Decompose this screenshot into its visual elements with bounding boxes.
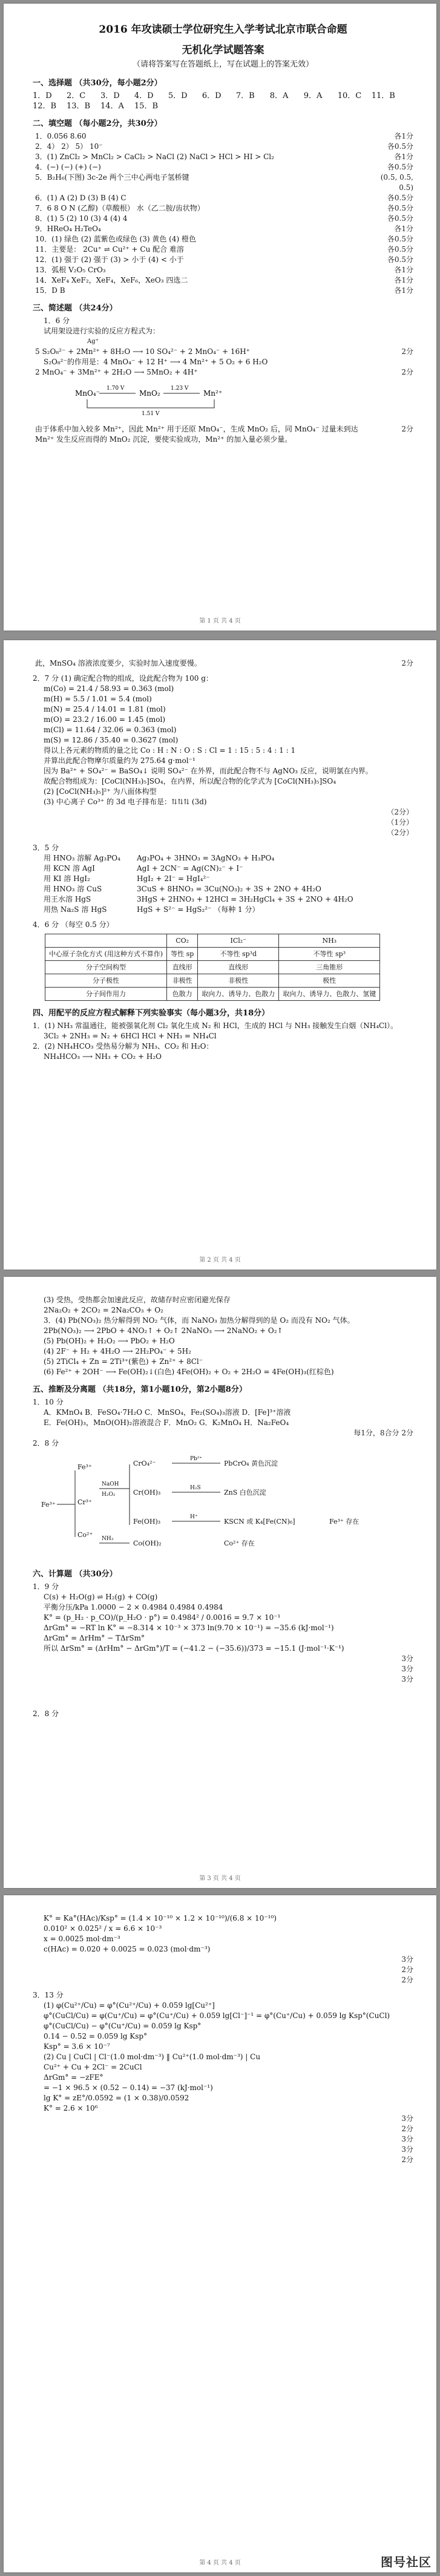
s4-line: 2Pb(NO₃)₂ ⟶ 2PbO + 4NO₂↑ + O₂↑ 2NaNO₃ ⟶ 2NaNO₂ + O₂↑	[44, 1326, 283, 1335]
table-header-cell: CO₂	[167, 934, 198, 948]
s6-3-head: 3．13 分	[33, 1991, 64, 1999]
flow-node-fe: Fe³⁺	[77, 1463, 92, 1471]
latimer-mno4: MnO₄⁻	[75, 389, 100, 398]
q3-row	[44, 894, 413, 905]
q2-head: 2．7 分 (1) 确定配合物的组成，设此配合物为 100 g：	[33, 674, 213, 683]
fill-score: 各1分	[394, 286, 413, 295]
s6-line: 平衡分压/kPa 1.0000 − 2 × 0.4984 0.4984 0.4984	[44, 1603, 223, 1611]
fill-answer: 1．0.056 8.60	[35, 132, 87, 140]
section-3-heading: 三、简述题 （共24分）	[33, 304, 117, 313]
s4-line: 2Na₂O₂ + 2CO₂ = 2Na₂CO₃ + O₂	[44, 1306, 163, 1314]
q1-eq2: 2 MnO₄⁻ + 3Mn²⁺ + 2H₂O ⟶ 5MnO₂ + 4H⁺	[35, 368, 198, 376]
table-cell: 直线形	[198, 961, 279, 974]
exam-title: 2016 年攻读硕士学位研究生入学考试北京市联合命题	[99, 24, 347, 36]
fill-score: 各0.5分	[387, 194, 413, 202]
s6-3-score-row	[44, 2124, 413, 2134]
s6-3-line: lg K° = zE°/0.0592 = (1 × 0.38)/0.0592	[44, 2094, 189, 2102]
fill-answer: 12．(1) 强于 (2) 强于 (3) > 小于 (4) < 小于	[35, 255, 184, 264]
s6-score-row	[44, 1674, 413, 1685]
s6-2-score: 2分	[401, 1976, 413, 1984]
q3-method: 用热 Na₂S 溶 HgS	[44, 905, 107, 914]
table-cell: 分子空间构型	[45, 961, 167, 974]
fill-answer: 5．B₂H₆(下图) 3c-2e 两个三中心两电子氢桥键	[35, 173, 189, 182]
s6-3-score: 2分	[401, 2125, 413, 2133]
fill-answer: 10．(1) 绿色 (2) 蓝紫色或绿色 (3) 黄色 (4) 橙色	[35, 235, 196, 243]
s6-score-spacer	[44, 1674, 365, 1685]
s6-2-score: 2分	[401, 1965, 413, 1974]
flow-node-feoh3: Fe(OH)₃	[133, 1518, 161, 1526]
s4-item-1-eq: 3Cl₂ + 2NH₃ = N₂ + 6HCl HCl + NH₃ = NH₄Cl	[44, 1032, 217, 1040]
exam-note: （请将答案写在答题纸上，写在试题上的答案无效）	[132, 60, 314, 69]
flow-node-co-present: Co²⁺ 存在	[224, 1539, 255, 1547]
q3-equation: Ag₃PO₄ + 3HNO₃ = 3AgNO₃ + H₃PO₄	[137, 854, 275, 862]
s6-3-score-row	[44, 2145, 413, 2155]
q3-equation: 3HgS + 2HNO₃ + 12HCl = 3H₂HgCl₄ + 3S + 2NO + 4H₂O	[137, 895, 353, 903]
s6-2-head: 2．8 分	[33, 1709, 59, 1718]
fill-answer: 9．HReO₄ H₂TeO₄	[35, 224, 101, 233]
latimer-mn2: Mn²⁺	[203, 389, 223, 398]
s6-2-line: K° = Ka°(HAc)/Ksp° = (1.4 × 10⁻¹⁰ × 1.2 × 10⁻¹⁰)/(6.8 × 10⁻¹⁰)	[44, 1914, 277, 1922]
fill-score: (0.5, 0.5, 0.5)	[380, 173, 413, 192]
q2-score-3: （2分）	[387, 828, 413, 837]
choice-answer: 8．A	[269, 91, 289, 100]
q2-line: 因为 Ba²⁺ + SO₄²⁻ = BaSO₄↓ 说明 SO₄²⁻ 在外界，而此配合物不与 AgNO₃ 反应，说明氯在内界。	[44, 767, 373, 775]
s6-line: 所以 ΔrSm° = (ΔrHm° − ΔrGm°)/T = (−41.2 − (−35.6))/373 = −15.1 (J·mol⁻¹·K⁻¹)	[44, 1644, 344, 1653]
q4-head: 4．6 分 （每空 0.5 分）	[33, 920, 114, 929]
table-cell: 极性	[279, 974, 380, 988]
q2-line: 得以上各元素的物质的量之比 Co : H : N : O : S : Cl = 1 : 15 : 5 : 4 : 1 : 1	[44, 746, 296, 755]
s6-3-score-spacer	[44, 2134, 365, 2145]
q2-lines	[33, 684, 413, 807]
s6-3-score: 2分	[401, 2155, 413, 2164]
fill-answer-row	[33, 224, 413, 234]
page-2-content	[4, 640, 436, 1062]
s6-line: ΔrGm° = −RT ln K° = −8.314 × 10⁻³ × 373 ln(9.70 × 10⁻¹) = −35.6 (kJ·mol⁻¹)	[44, 1624, 334, 1632]
table-row	[45, 974, 380, 988]
q2-line: m(Co) = 21.4 / 58.93 = 0.363 (mol)	[44, 684, 174, 693]
q3-equation: 3CuS + 8HNO₃ = 3Cu(NO₃)₂ + 3S + 2NO + 4H₂O	[137, 885, 321, 893]
q1-text2: S₂O₈²⁻的作用是：4 MnO₄⁻ + 12 H⁺ ⟶ 4 Mn²⁺ + 5 O₂ + 6 H₂O	[44, 358, 268, 366]
s6-lines	[33, 1602, 413, 1685]
s6-3-score: 3分	[401, 2145, 413, 2154]
table-cell: 分子间作用力	[45, 988, 167, 1001]
fill-score: 各1分	[394, 152, 413, 161]
choice-answer: 7．B	[235, 91, 255, 100]
s6-2-score-spacer	[44, 1955, 365, 1965]
table-cell: 直线形	[167, 961, 198, 974]
q1-score: 2分	[401, 347, 413, 356]
fill-answer: 8．(1) 5 (2) 10 (3) 4 (4) 4	[35, 214, 128, 223]
table-cell: 不等性 sp³d	[198, 948, 279, 961]
s6-score-row	[44, 1654, 413, 1664]
s6-2-score-row	[44, 1965, 413, 1975]
s6-2-lines	[33, 1913, 413, 1985]
choice-answers	[33, 91, 413, 111]
choice-answer: 15．B	[134, 102, 159, 111]
fill-score: 各1分	[394, 132, 413, 140]
page-3-footer: 第 3 页 共 4 页	[199, 1875, 241, 1882]
fill-answer-row	[33, 255, 413, 265]
section-6-heading: 六、计算题 （共30分）	[33, 1570, 117, 1579]
s6-2-line: x = 0.0025 mol·dm⁻³	[44, 1935, 120, 1943]
choice-answer: 12．B	[33, 102, 57, 111]
page-1-content	[4, 4, 436, 445]
fill-answer-row	[33, 203, 413, 214]
fill-answer-row	[33, 152, 413, 162]
choice-answer: 6．D	[202, 91, 222, 100]
q3-equation: AgI + 2CN⁻ = Ag(CN)₂⁻ + I⁻	[137, 864, 243, 873]
page-4	[4, 1895, 436, 2572]
choice-answer: 1．D	[33, 91, 52, 100]
q1-cont-score: 2分	[401, 659, 413, 667]
q3-lines	[33, 853, 413, 915]
table-row	[45, 961, 380, 974]
fill-score: 各1分	[394, 276, 413, 284]
s4-continued	[33, 1295, 413, 1377]
s6-score: 3分	[401, 1675, 413, 1683]
s6-3-score-row	[44, 2134, 413, 2145]
q3-head: 3．5 分	[33, 844, 59, 852]
s4-item-1: 1．(1) NH₃ 常温通往，能被强氧化剂 Cl₂ 氧化生成 N₂ 和 HCl，生成的 HCl 与 NH₃ 接触发生白烟（NH₄Cl）。	[33, 1021, 398, 1030]
choice-answer: 9．A	[303, 91, 323, 100]
page-2	[4, 640, 436, 1270]
table-row	[45, 988, 380, 1001]
q3-method: 用 KCN 溶 AgI	[44, 864, 95, 873]
q3-equation: HgS + S²⁻ = HgS₂²⁻ （每种 1 分）	[137, 905, 260, 914]
s6-score-spacer	[44, 1664, 365, 1674]
hybridization-table	[45, 934, 380, 1001]
fill-score: 各1分	[394, 266, 413, 274]
s6-3-score-spacer	[44, 2124, 365, 2134]
flow-node-croh3: Cr(OH)₃	[133, 1489, 161, 1496]
choice-answer: 3．D	[100, 91, 120, 100]
s6-3-line: ΔrGm° = −zFE°	[44, 2073, 103, 2082]
q2-line: m(Cl) = 11.64 / 32.06 = 0.363 (mol)	[44, 726, 177, 734]
s4-item-2: 2．(2) NH₄HCO₃ 受热易分解为 NH₃、CO₂ 和 H₂O：	[33, 1042, 214, 1050]
fill-score: 各0.5分	[387, 163, 413, 171]
s6-head: 1．9 分	[33, 1582, 59, 1591]
section-1-heading: 一、选择题 （共30分，每小题2分）	[33, 79, 162, 88]
fill-answer-row	[33, 214, 413, 224]
flow-reagent-nh3: NH₃	[102, 1536, 114, 1542]
q3-row	[44, 874, 413, 884]
s5-ans-1: A．KMnO₄ B．FeSO₄·7H₂O C．MnSO₄，Fe₂(SO₄)₃溶液 D．[Fe]³⁺溶液	[44, 1408, 291, 1417]
fill-answer: 11．主要是： 2Cu⁺ ⇌ Cu²⁺ + Cu 配合 难溶	[35, 245, 184, 254]
table-cell: 非极性	[198, 974, 279, 988]
q2-line: (3) 中心离子 Co³⁺ 的 3d 电子排布是：⇅⇅⇅ (3d)	[44, 798, 207, 806]
table-row	[45, 948, 380, 961]
s6-line: ΔrGm° = ΔrHm° − TΔrSm°	[44, 1634, 145, 1642]
flow-node-fe-present: Fe³⁺ 存在	[329, 1518, 360, 1526]
choice-answer: 2．C	[66, 91, 86, 100]
fill-answer-row	[33, 131, 413, 142]
table-cell: 不等性 sp³	[279, 948, 380, 961]
s6-2-line: c(HAc) = 0.020 + 0.0025 = 0.023 (mol·dm⁻³)	[44, 1945, 211, 1953]
latimer-mno2: MnO₂	[139, 389, 160, 398]
fill-answer-row	[33, 193, 413, 203]
flow-node-zns: ZnS 白色沉淀	[224, 1489, 266, 1496]
q1-score3: 2分	[401, 425, 413, 433]
section-5-heading: 五、推断及分离题 （共18分，第1小题10分，第2小题8分）	[33, 1385, 247, 1394]
choice-answer: 11．B	[371, 91, 395, 100]
s6-3-line: Ksp° = 3.6 × 10⁻⁷	[44, 2042, 110, 2051]
s6-3-score-spacer	[44, 2114, 365, 2124]
table-cell: 色散力	[167, 988, 198, 1001]
fill-answer-row	[33, 162, 413, 172]
choice-answer: 13．B	[66, 102, 91, 111]
s6-2-score-row	[44, 1955, 413, 1965]
section-4-heading: 四、用配平的反应方程式解释下列实验事实（每小题3分，共18分）	[33, 1009, 270, 1018]
flow-node-cr: Cr³⁺	[77, 1498, 92, 1506]
fill-answer-row	[33, 142, 413, 152]
q1-text: 试用架设进行实验的反应方程式为：	[44, 327, 160, 335]
q3-row	[44, 864, 413, 874]
flow-reagent-h: H⁺	[190, 1514, 198, 1520]
s4-line: (3) 受热，受热都会加速此反应，故储存时应密闭避光保存	[44, 1296, 231, 1304]
s6-3-line: (1) φ(Cu²⁺/Cu) = φ°(Cu²⁺/Cu) + 0.059 lg[Cu²⁺]	[44, 2001, 215, 2010]
watermark-logo: 图号社区	[381, 2555, 432, 2569]
s6-reaction: C(s) + H₂O(g) ⇌ H₂(g) + CO(g)	[44, 1593, 158, 1601]
s6-2-line: 0.010² × 0.025² / x = 6.6 × 10⁻³	[44, 1924, 162, 1933]
s5-score: 每1分，8合分 2分	[353, 1429, 413, 1437]
table-cell: 取向力、诱导力、色散力	[198, 988, 279, 1001]
q3-method: 用王水溶 HgS	[44, 895, 91, 903]
choice-answer: 5．D	[168, 91, 188, 100]
fill-answer: 13．弧根 V₂O₅ CrO₃	[35, 266, 106, 274]
fill-score: 各0.5分	[387, 204, 413, 212]
exam-subtitle: 无机化学试题答案	[182, 44, 264, 56]
q3-row	[44, 853, 413, 864]
fill-score: 各0.5分	[387, 142, 413, 151]
s5-2-head: 2．8 分	[33, 1439, 59, 1447]
s6-3-score-row	[44, 2155, 413, 2165]
table-cell: 取向力、诱导力、色散力、氢键	[279, 988, 380, 1001]
table-cell: 分子极性	[45, 974, 167, 988]
s4-line: (4) 2F⁻ + H₂ + 4H₂O ⟶ 2H₂PO₄⁻ + 5H₂	[44, 1347, 191, 1355]
fill-answer: 2．4） 2） 5） 10⁻	[35, 142, 103, 151]
q1-text3: 由于体系中加入较多 Mn²⁺，因此 Mn²⁺ 用于还原 MnO₄⁻，生成 MnO₂ 后，同 MnO₄⁻ 过量未到达 Mn²⁺ 发生反应而得的 MnO₂ 沉淀，要使实验成功，Mn²⁺ 的加入量必须少量。	[35, 425, 358, 444]
fill-answer: 14．XeF₄ XeF₂，XeF₄，XeF₆，XeO₃ 四选二	[35, 276, 188, 284]
fill-answers	[33, 131, 413, 296]
page-3-content	[4, 1277, 436, 1719]
s6-2-score-spacer	[44, 1965, 365, 1975]
table-cell: 中心原子杂化方式 (用这种方式不算作)	[45, 948, 167, 961]
table-header-row	[45, 934, 380, 948]
s6-score: 3分	[401, 1654, 413, 1663]
fill-answer: 6．(1) A (2) D (3) B (4) C	[35, 194, 126, 202]
s6-3-lines	[33, 2001, 413, 2165]
q2-line: m(N) = 25.4 / 14.01 = 1.81 (mol)	[44, 705, 166, 713]
table-cell: 非极性	[167, 974, 198, 988]
page-2-footer: 第 2 页 共 4 页	[199, 1257, 241, 1263]
page-4-content	[4, 1895, 436, 2165]
latimer-v3: 1.51 V	[142, 411, 160, 417]
q2-line: 并算出此配合物摩尔质量约为 275.64 g·mol⁻¹	[44, 756, 195, 765]
q1-head: 1．6 分	[44, 316, 70, 325]
q2-line: (2) [CoCl(NH₃)₅]²⁺ 为八面体构型	[44, 787, 157, 796]
fill-score: 各0.5分	[387, 245, 413, 254]
s6-3-score: 3分	[401, 2114, 413, 2123]
choice-answer: 10．C	[337, 91, 362, 100]
fill-answer: 15．D B	[35, 286, 65, 295]
s5-ans-2: E．Fe(OH)₃，MnO(OH)₂溶液混合 F．MnO₂ G．K₂MnO₄ H．Na₂FeO₄	[44, 1418, 289, 1427]
fill-answer-row	[33, 172, 413, 193]
flow-reagent-naoh: NaOH	[102, 1481, 119, 1487]
s6-2-score-spacer	[44, 1975, 365, 1985]
s6-3-line: (2) Cu | CuCl | Cl⁻(1.0 mol·dm⁻³) ‖ Cu²⁺(1.0 mol·dm⁻³) | Cu	[44, 2053, 261, 2061]
q2-line: 故配合物组成为：[CoCl(NH₃)₅]SO₄，在内界，所以配合物的化学式为 [CoCl(NH₃)₅]SO₄	[44, 777, 337, 785]
separation-flowchart	[39, 1452, 414, 1555]
q3-method: 用 HNO₃ 溶解 Ag₃PO₄	[44, 854, 120, 862]
fill-answer-row	[33, 244, 413, 255]
q1-catalyst: Ag⁺	[87, 338, 99, 345]
s6-score-spacer	[44, 1654, 365, 1664]
flow-start: Fe³⁺	[41, 1501, 56, 1509]
s4-item-2-eq: NH₄HCO₃ ⟶ NH₃ + CO₂ + H₂O	[44, 1052, 162, 1061]
flow-node-kscn: KSCN 或 K₄[Fe(CN)₆]	[224, 1518, 295, 1526]
q3-method: 用 KI 溶 HgI₂	[44, 874, 90, 883]
q1-cont: 此，MnSO₄ 溶液浓度要少，实验时加入速度要慢。	[35, 659, 202, 667]
q2-line: m(S) = 12.86 / 35.40 = 0.3627 (mol)	[44, 736, 179, 744]
s4-line: (5) 2TiCl₄ + Zn = 2Ti³⁺(紫色) + Zn²⁺ + 8Cl⁻	[44, 1357, 203, 1366]
flow-reagent-h2o2: H₂O₂	[102, 1492, 116, 1498]
flow-node-cooh2: Co(OH)₂	[133, 1539, 162, 1547]
q2-line: m(O) = 23.2 / 16.00 = 1.45 (mol)	[44, 715, 166, 724]
q3-row	[44, 884, 413, 894]
s6-3-line: K° = 2.6 × 10⁶	[44, 2104, 98, 2112]
fill-score: 各0.5分	[387, 255, 413, 264]
q2-line: m(H) = 5.5 / 1.01 = 5.4 (mol)	[44, 695, 152, 703]
s6-score: 3分	[401, 1665, 413, 1673]
latimer-diagram	[39, 381, 257, 418]
fill-score: 各0.5分	[387, 235, 413, 243]
fill-answer-row	[33, 234, 413, 244]
q2-score-1: （2分）	[387, 808, 413, 816]
s6-2-score-row	[44, 1975, 413, 1985]
choice-answer: 14．A	[100, 102, 124, 111]
table-header-cell: ICl₂⁻	[198, 934, 279, 948]
s6-3-line: 0.14 − 0.52 = 0.059 lg Ksp°	[44, 2032, 148, 2040]
s6-line: K° = (p_H₂ · p_CO)/(p_H₂O · p°) = 0.4984² / 0.0016 = 9.7 × 10⁻¹	[44, 1613, 281, 1622]
fill-answer: 7．6 8 O N (乙醇)（草酸根） 水（乙二胺/齿状物）	[35, 204, 205, 212]
q1-score2: 2分	[401, 368, 413, 376]
page-1-footer: 第 1 页 共 4 页	[199, 618, 241, 624]
section-2-heading: 二、填空题 （每小题2分，共30分）	[33, 119, 162, 128]
table-cell: 等性 sp	[167, 948, 198, 961]
s4-line: (6) Fe²⁺ + 2OH⁻ ⟶ Fe(OH)₂↓(白色) 4Fe(OH)₂ + O₂ + 2H₂O = 4Fe(OH)₃(红棕色)	[44, 1368, 334, 1376]
choice-answer: 4．D	[134, 91, 154, 100]
q1-eq1: 5 S₂O₈²⁻ + 2Mn²⁺ + 8H₂O ⟶ 10 SO₄²⁻ + 2 MnO₄⁻ + 16H⁺	[35, 347, 250, 356]
s6-3-line: Cu²⁺ + Cu + 2Cl⁻ = 2CuCl	[44, 2063, 142, 2071]
s6-3-score-spacer	[44, 2155, 365, 2165]
latimer-v2: 1.23 V	[171, 385, 189, 392]
table-header-cell	[45, 934, 167, 948]
q3-method: 用 HNO₃ 溶 CuS	[44, 885, 102, 893]
latimer-v1: 1.70 V	[107, 385, 125, 392]
s6-2-score: 3分	[401, 1955, 413, 1964]
s6-3-line: φ°(CuCl/Cu) = φ(Cu⁺/Cu) = φ°(Cu⁺/Cu) + 0.059 lg[Cl⁻]⁻¹ = φ°(Cu⁺/Cu) + 0.059 lg Ksp°(CuCl)	[44, 2011, 390, 2020]
flow-node-cro4: CrO₄²⁻	[133, 1460, 156, 1467]
fill-score: 各0.5分	[387, 214, 413, 223]
s6-3-score: 3分	[401, 2135, 413, 2143]
flow-reagent-pb: Pb²⁺	[190, 1456, 203, 1462]
fill-score: 各1分	[394, 224, 413, 233]
q3-equation: HgI₂ + 2I⁻ = HgI₄²⁻	[137, 874, 210, 883]
s6-3-score-row	[44, 2114, 413, 2124]
page-3	[4, 1277, 436, 1888]
s6-3-line: = −1 × 96.5 × (0.52 − 0.14) = −37 (kJ·mol⁻¹)	[44, 2083, 213, 2092]
table-header-cell: NH₃	[279, 934, 380, 948]
page-1	[4, 4, 436, 631]
fill-answer-row	[33, 286, 413, 296]
fill-answer: 4．(−) (−) (+) (−)	[35, 163, 101, 171]
s4-line: (5) Pb(OH)₂ + H₂O₂ ⟶ PbO₂ + H₂O	[44, 1337, 175, 1345]
fill-answer: 3．(1) ZnCl₂ > MnCl₂ > CaCl₂ > NaCl (2) NaCl > HCl > HI > Cl₂	[35, 152, 274, 161]
q3-row	[44, 905, 413, 915]
s6-score-row	[44, 1664, 413, 1674]
table-cell: 三角锥形	[279, 961, 380, 974]
s5-head: 1．10 分	[33, 1398, 64, 1406]
q2-score-2: （1分）	[387, 818, 413, 827]
s6-3-score-spacer	[44, 2145, 365, 2155]
flow-reagent-h2s: H₂S	[190, 1485, 201, 1491]
flow-node-pbcro4: PbCrO₄ 黄色沉淀	[224, 1460, 278, 1467]
s4-line: 3．(4) Pb(NO₃)₂ 热分解得到 NO₂ 气体，而 NaNO₃ 加热分解得到的是 O₂ 而没有 NO₂ 气体。	[44, 1316, 355, 1325]
page-4-footer: 第 4 页 共 4 页	[199, 2560, 241, 2566]
fill-answer-row	[33, 265, 413, 275]
fill-answer-row	[33, 275, 413, 286]
s6-3-line: φ°(CuCl/Cu) − φ°(Cu⁺/Cu) = 0.059 lg Ksp°	[44, 2022, 202, 2030]
flow-node-co: Co²⁺	[77, 1531, 93, 1539]
